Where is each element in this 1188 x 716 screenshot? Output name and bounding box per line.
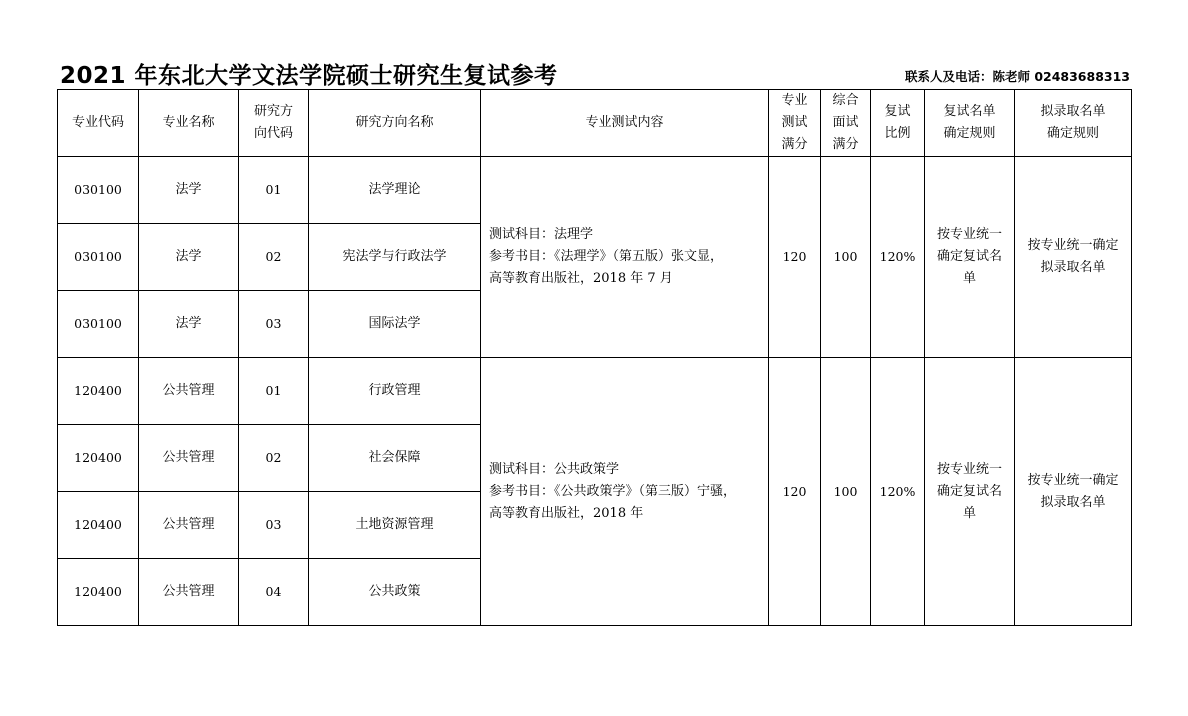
direction-code-cell: 03 bbox=[239, 492, 309, 559]
major-code-cell: 120400 bbox=[58, 559, 139, 626]
test-full-cell: 120 bbox=[769, 157, 821, 358]
admit-rule-cell: 按专业统一确定 拟录取名单 bbox=[1015, 358, 1132, 626]
header-direction-name: 研究方向名称 bbox=[309, 90, 481, 157]
header-major-name: 专业名称 bbox=[139, 90, 239, 157]
direction-name-cell: 社会保障 bbox=[309, 425, 481, 492]
direction-name-cell: 法学理论 bbox=[309, 157, 481, 224]
retest-rule-cell: 按专业统一 确定复试名 单 bbox=[925, 358, 1015, 626]
table-row bbox=[58, 157, 1132, 224]
major-code-cell: 120400 bbox=[58, 358, 139, 425]
major-name-cell: 法学 bbox=[139, 291, 239, 358]
admit-rule-cell: 按专业统一确定 拟录取名单 bbox=[1015, 157, 1132, 358]
major-name-cell: 法学 bbox=[139, 224, 239, 291]
retest-rule-cell: 按专业统一 确定复试名 单 bbox=[925, 157, 1015, 358]
direction-code-cell: 01 bbox=[239, 358, 309, 425]
header-row bbox=[58, 90, 1132, 157]
direction-code-cell: 04 bbox=[239, 559, 309, 626]
major-code-cell: 030100 bbox=[58, 157, 139, 224]
direction-code-cell: 02 bbox=[239, 224, 309, 291]
major-code-cell: 030100 bbox=[58, 224, 139, 291]
major-code-cell: 120400 bbox=[58, 492, 139, 559]
table-row bbox=[58, 358, 1132, 425]
retest-table bbox=[57, 89, 1132, 626]
direction-name-cell: 公共政策 bbox=[309, 559, 481, 626]
major-name-cell: 公共管理 bbox=[139, 358, 239, 425]
major-code-cell: 030100 bbox=[58, 291, 139, 358]
major-name-cell: 公共管理 bbox=[139, 425, 239, 492]
major-code-cell: 120400 bbox=[58, 425, 139, 492]
direction-name-cell: 国际法学 bbox=[309, 291, 481, 358]
test-full-cell: 120 bbox=[769, 358, 821, 626]
test-content-cell: 测试科目：公共政策学 参考书目：《公共政策学》（第三版）宁骚， 高等教育出版社，2018 年 bbox=[481, 358, 769, 626]
interview-full-cell: 100 bbox=[821, 157, 871, 358]
header-admit-rule: 拟录取名单 确定规则 bbox=[1015, 90, 1132, 157]
interview-full-cell: 100 bbox=[821, 358, 871, 626]
header-test-full: 专业 测试 满分 bbox=[769, 90, 821, 157]
header-ratio: 复试 比例 bbox=[871, 90, 925, 157]
direction-name-cell: 行政管理 bbox=[309, 358, 481, 425]
direction-code-cell: 02 bbox=[239, 425, 309, 492]
header-interview-full: 综合 面试 满分 bbox=[821, 90, 871, 157]
contact-info: 联系人及电话：陈老师 02483688313 bbox=[904, 69, 1130, 84]
major-name-cell: 公共管理 bbox=[139, 559, 239, 626]
direction-name-cell: 土地资源管理 bbox=[309, 492, 481, 559]
major-name-cell: 法学 bbox=[139, 157, 239, 224]
direction-name-cell: 宪法学与行政法学 bbox=[309, 224, 481, 291]
ratio-cell: 120% bbox=[871, 157, 925, 358]
header-direction-code: 研究方 向代码 bbox=[239, 90, 309, 157]
page-title: 2021 年东北大学文法学院硕士研究生复试参考 bbox=[60, 63, 558, 89]
header-major-code: 专业代码 bbox=[58, 90, 139, 157]
direction-code-cell: 01 bbox=[239, 157, 309, 224]
test-content-cell: 测试科目：法理学 参考书目：《法理学》（第五版）张文显， 高等教育出版社，2018 年 7 月 bbox=[481, 157, 769, 358]
direction-code-cell: 03 bbox=[239, 291, 309, 358]
header-retest-rule: 复试名单 确定规则 bbox=[925, 90, 1015, 157]
ratio-cell: 120% bbox=[871, 358, 925, 626]
major-name-cell: 公共管理 bbox=[139, 492, 239, 559]
header-test-content: 专业测试内容 bbox=[481, 90, 769, 157]
